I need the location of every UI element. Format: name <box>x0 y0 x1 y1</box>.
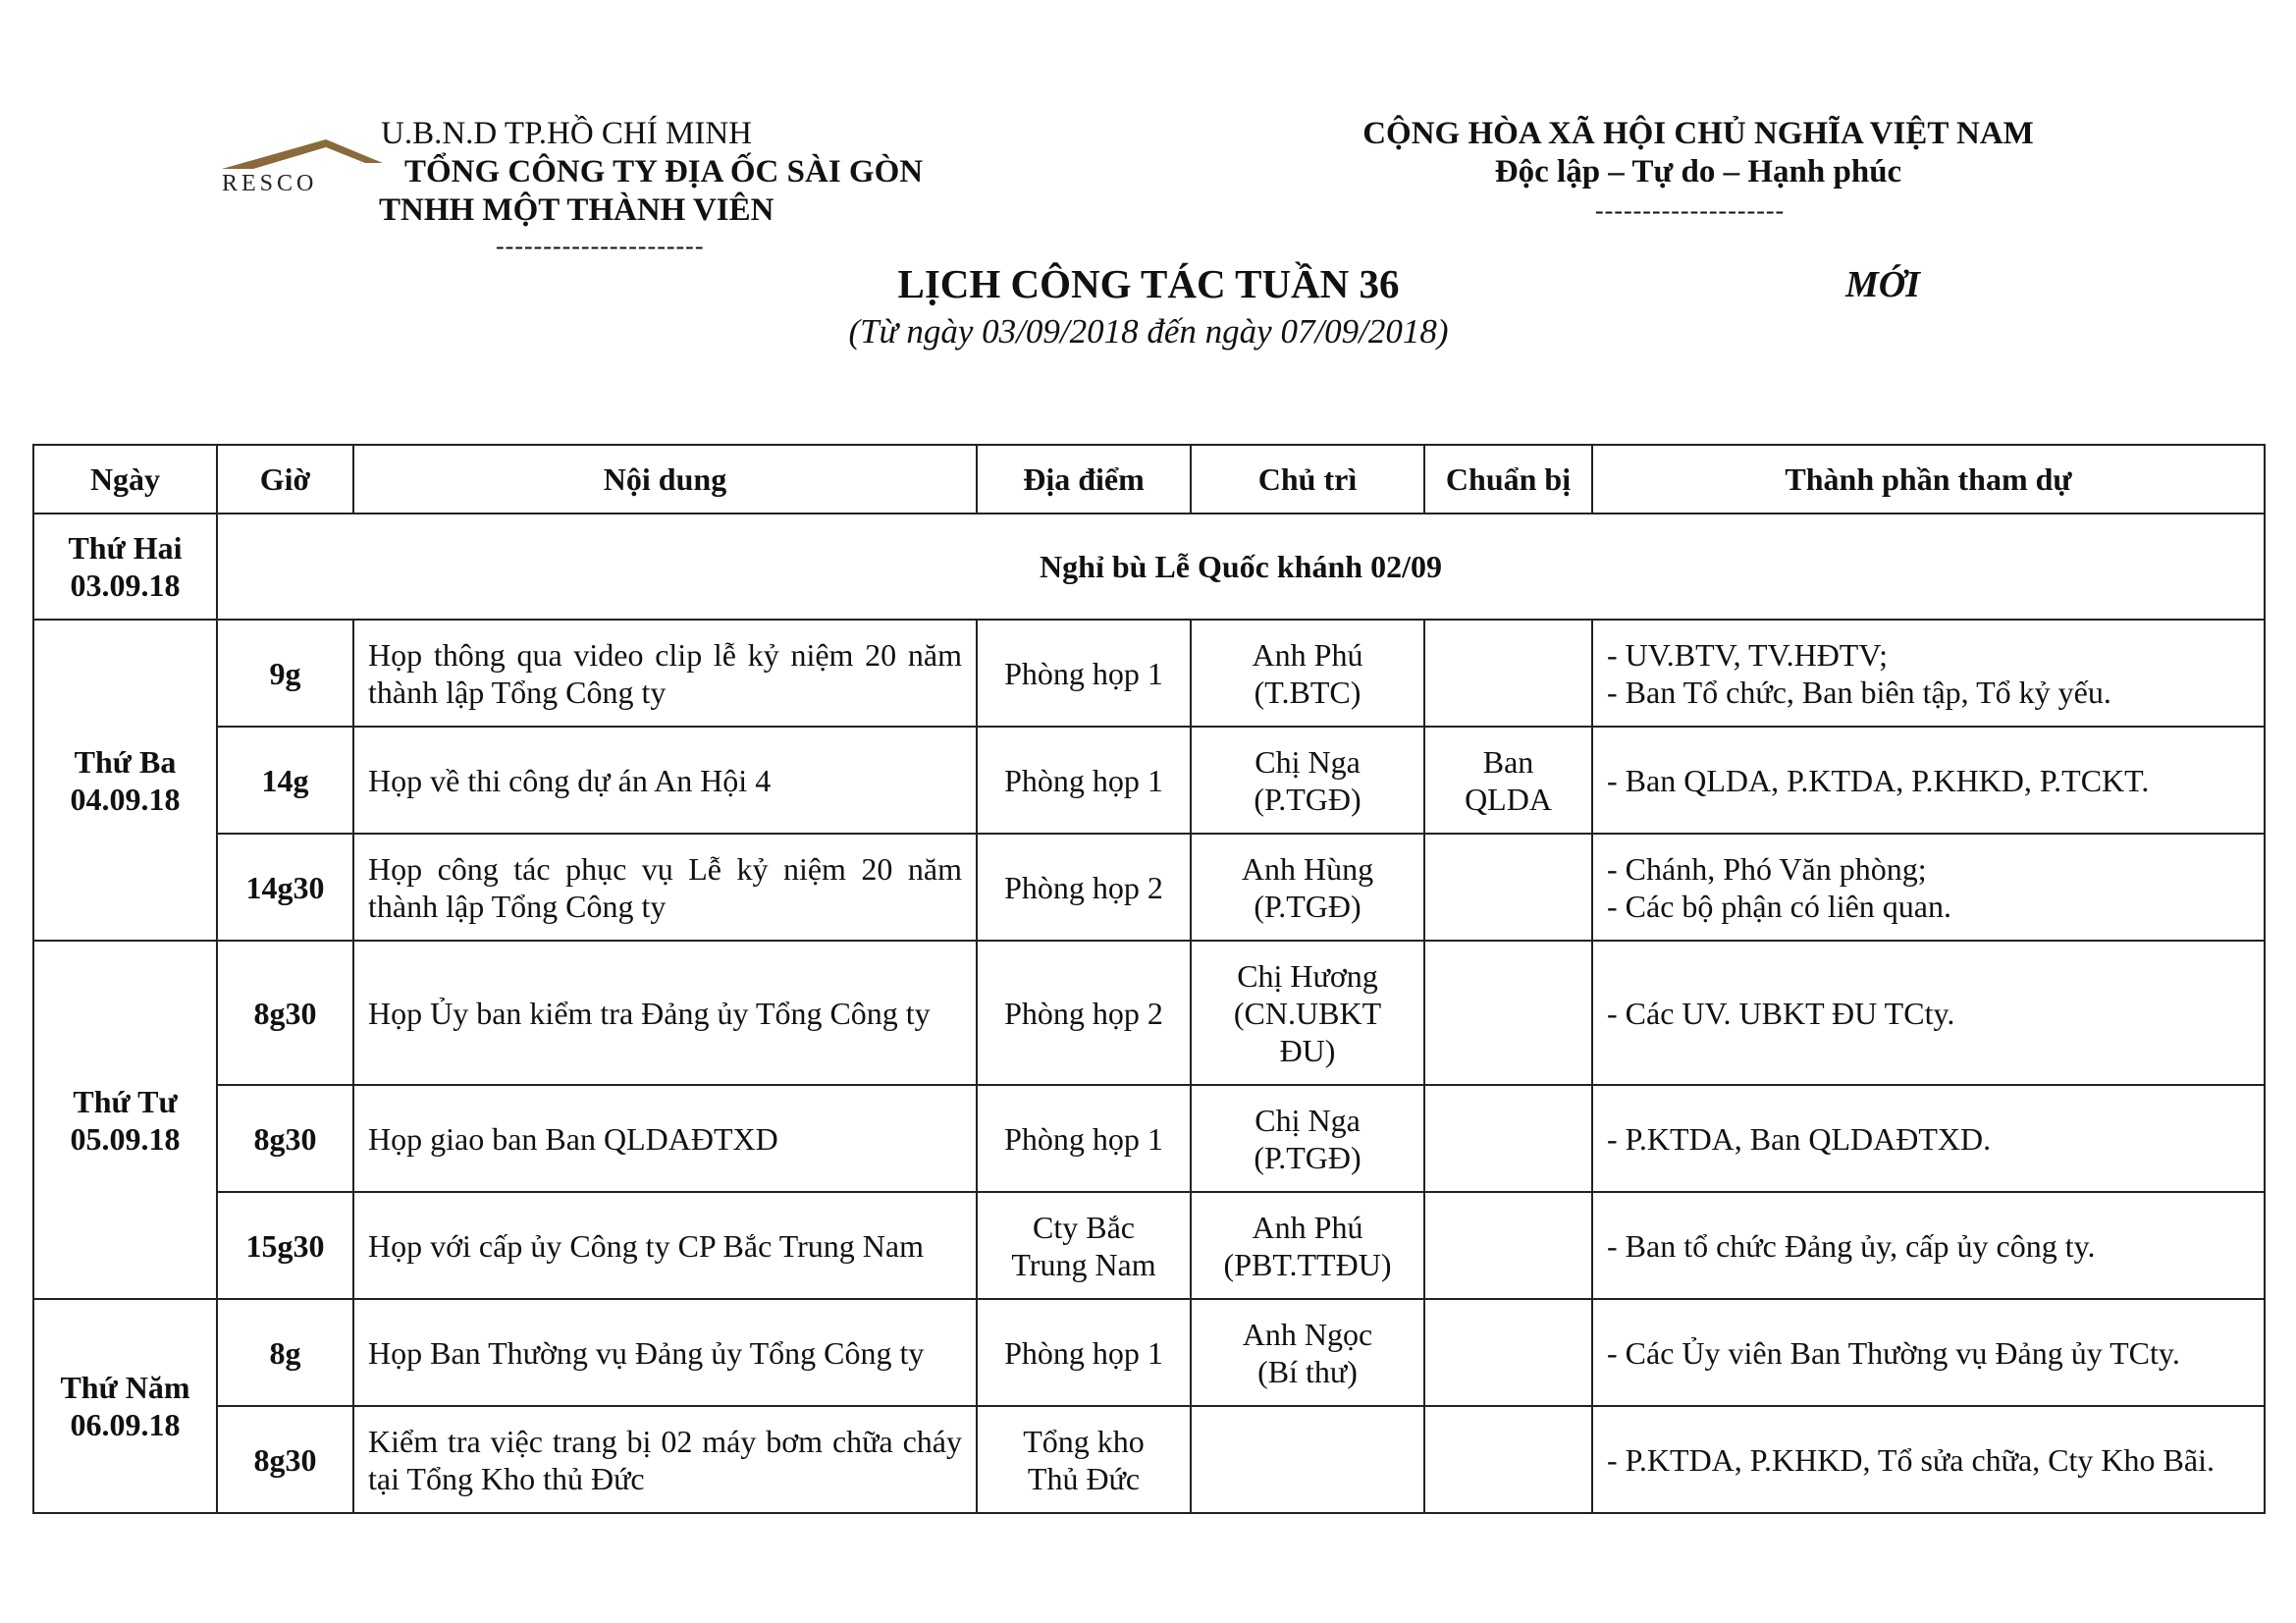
time-cell: 8g30 <box>217 1085 353 1192</box>
table-row <box>33 514 2265 620</box>
host-cell <box>1191 1406 1424 1513</box>
header-location: Địa điểm <box>977 445 1191 514</box>
issuer-authority: U.B.N.D TP.HỒ CHÍ MINH <box>381 116 753 151</box>
content-cell: Họp Ban Thường vụ Đảng ủy Tổng Công ty <box>353 1299 977 1406</box>
header-host: Chủ trì <box>1191 445 1424 514</box>
header-content: Nội dung <box>353 445 977 514</box>
logo-text: RESCO <box>222 171 318 192</box>
location-cell: Tổng kho Thủ Đức <box>977 1406 1191 1513</box>
host-cell: Chị Nga (P.TGĐ) <box>1191 727 1424 834</box>
time-cell: 8g30 <box>217 941 353 1085</box>
attendees-cell: - P.KTDA, Ban QLDAĐTXD. <box>1592 1085 2265 1192</box>
time-cell: 8g30 <box>217 1406 353 1513</box>
national-title: CỘNG HÒA XÃ HỘI CHỦ NGHĨA VIỆT NAM <box>1362 116 2034 151</box>
content-cell: Họp về thi công dự án An Hội 4 <box>353 727 977 834</box>
content-cell: Họp công tác phục vụ Lễ kỷ niệm 20 năm thành lập Tổng Công ty <box>353 834 977 941</box>
table-row <box>33 727 2265 834</box>
table-row <box>33 941 2265 1085</box>
date-range: (Từ ngày 03/09/2018 đến ngày 07/09/2018) <box>848 312 1449 351</box>
resco-logo <box>218 134 385 192</box>
host-cell: Anh Phú (T.BTC) <box>1191 620 1424 727</box>
schedule-table <box>32 444 2266 1514</box>
time-cell: 8g <box>217 1299 353 1406</box>
issuer-separator: ---------------------- <box>496 232 705 260</box>
attendees-cell: - Các Ủy viên Ban Thường vụ Đảng ủy TCty. <box>1592 1299 2265 1406</box>
attendees-cell: - Các UV. UBKT ĐU TCty. <box>1592 941 2265 1085</box>
content-cell: Họp giao ban Ban QLDAĐTXD <box>353 1085 977 1192</box>
attendees-cell: - Ban tổ chức Đảng ủy, cấp ủy công ty. <box>1592 1192 2265 1299</box>
location-cell: Phòng họp 1 <box>977 620 1191 727</box>
host-cell: Anh Ngọc (Bí thư) <box>1191 1299 1424 1406</box>
time-cell: 14g30 <box>217 834 353 941</box>
host-cell: Chị Nga (P.TGĐ) <box>1191 1085 1424 1192</box>
prep-cell <box>1424 1192 1592 1299</box>
day-cell: Thứ Hai 03.09.18 <box>33 514 217 620</box>
prep-cell <box>1424 1299 1592 1406</box>
attendees-cell: - Chánh, Phó Văn phòng; - Các bộ phận có liên quan. <box>1592 834 2265 941</box>
location-cell: Phòng họp 2 <box>977 834 1191 941</box>
day-cell: Thứ Ba 04.09.18 <box>33 620 217 941</box>
prep-cell: Ban QLDA <box>1424 727 1592 834</box>
header-time: Giờ <box>217 445 353 514</box>
location-cell: Phòng họp 1 <box>977 1299 1191 1406</box>
time-cell: 9g <box>217 620 353 727</box>
location-cell: Phòng họp 1 <box>977 727 1191 834</box>
issuer-company: TỔNG CÔNG TY ĐỊA ỐC SÀI GÒN <box>404 154 924 189</box>
national-motto-block <box>1217 115 2179 191</box>
host-cell: Anh Hùng (P.TGĐ) <box>1191 834 1424 941</box>
content-cell: Kiểm tra việc trang bị 02 máy bơm chữa cháy tại Tổng Kho thủ Đức <box>353 1406 977 1513</box>
holiday-cell: Nghỉ bù Lễ Quốc khánh 02/09 <box>217 514 2265 620</box>
table-row <box>33 620 2265 727</box>
prep-cell <box>1424 941 1592 1085</box>
table-row <box>33 1085 2265 1192</box>
table-row <box>33 1299 2265 1406</box>
header-attendees: Thành phần tham dự <box>1592 445 2265 514</box>
day-cell: Thứ Năm 06.09.18 <box>33 1299 217 1513</box>
prep-cell <box>1424 620 1592 727</box>
motto-separator: -------------------- <box>1595 196 1786 225</box>
table-row <box>33 1192 2265 1299</box>
table-header-row <box>33 445 2265 514</box>
prep-cell <box>1424 834 1592 941</box>
national-motto: Độc lập – Tự do – Hạnh phúc <box>1494 154 1902 189</box>
location-cell: Phòng họp 2 <box>977 941 1191 1085</box>
issuer-block <box>381 115 923 230</box>
time-cell: 15g30 <box>217 1192 353 1299</box>
table-row <box>33 1406 2265 1513</box>
time-cell: 14g <box>217 727 353 834</box>
attendees-cell: - UV.BTV, TV.HĐTV; - Ban Tổ chức, Ban biên tập, Tổ kỷ yếu. <box>1592 620 2265 727</box>
day-cell: Thứ Tư 05.09.18 <box>33 941 217 1299</box>
location-cell: Phòng họp 1 <box>977 1085 1191 1192</box>
host-cell: Anh Phú (PBT.TTĐU) <box>1191 1192 1424 1299</box>
header-day: Ngày <box>33 445 217 514</box>
attendees-cell: - Ban QLDA, P.KTDA, P.KHKD, P.TCKT. <box>1592 727 2265 834</box>
prep-cell <box>1424 1406 1592 1513</box>
prep-cell <box>1424 1085 1592 1192</box>
content-cell: Họp Ủy ban kiểm tra Đảng ủy Tổng Công ty <box>353 941 977 1085</box>
header-prep: Chuẩn bị <box>1424 445 1592 514</box>
content-cell: Họp thông qua video clip lễ kỷ niệm 20 năm thành lập Tổng Công ty <box>353 620 977 727</box>
host-cell: Chị Hương (CN.UBKT ĐU) <box>1191 941 1424 1085</box>
document-title: LỊCH CÔNG TÁC TUẦN 36 <box>897 261 1400 306</box>
location-cell: Cty Bắc Trung Nam <box>977 1192 1191 1299</box>
new-badge: MỚI <box>1845 264 1921 305</box>
content-cell: Họp với cấp ủy Công ty CP Bắc Trung Nam <box>353 1192 977 1299</box>
attendees-cell: - P.KTDA, P.KHKD, Tổ sửa chữa, Cty Kho Bãi. <box>1592 1406 2265 1513</box>
table-row <box>33 834 2265 941</box>
issuer-company-type: TNHH MỘT THÀNH VIÊN <box>379 192 774 228</box>
